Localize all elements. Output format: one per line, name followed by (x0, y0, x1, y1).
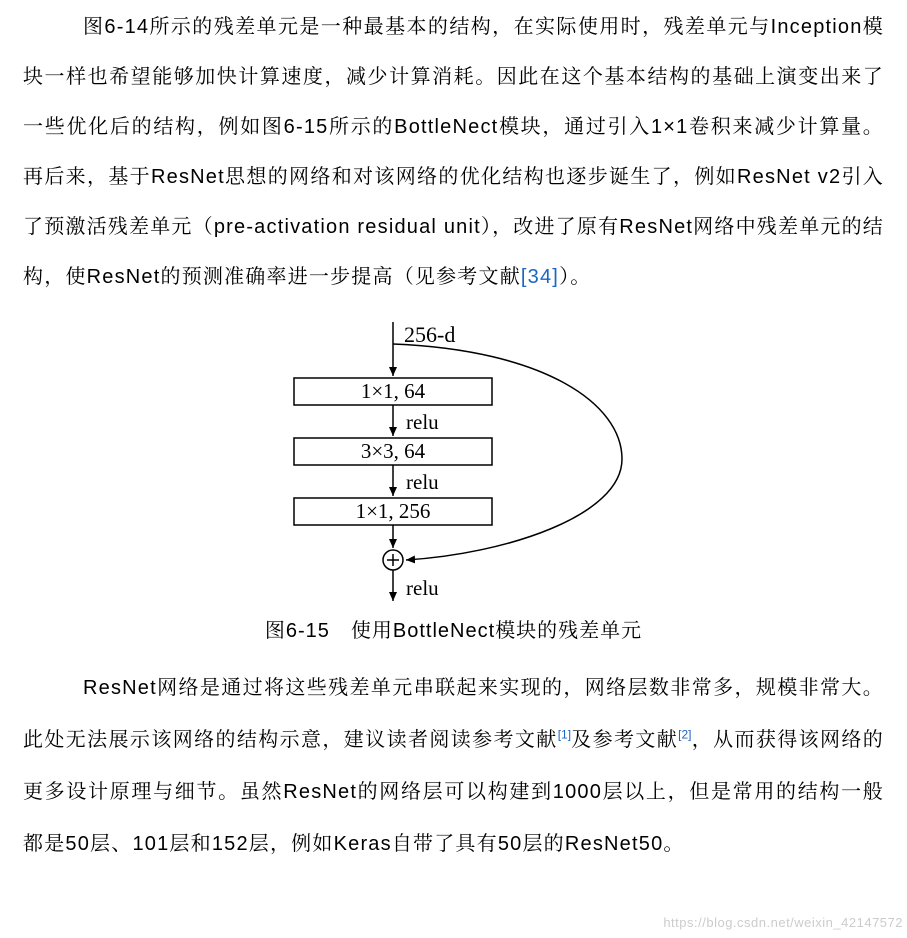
reference-link-2[interactable]: [2] (678, 727, 692, 742)
bottleneck-diagram-svg (23, 314, 884, 614)
paragraph-1-text: 图6-14所示的残差单元是一种最基本的结构，在实际使用时，残差单元与Inception模块一样也希望能够加快计算速度，减少计算消耗。因此在这个基本结构的基础上演变出来了一些优化后的结构，例如图6-15所示的BottleNect模块，通过引入1×1卷积来减少计算量。再后来，基于ResNet思想的网络和对该网络的优化结构也逐步诞生了，例如ResNet v2引入了预激活残差单元（pre-activation residual unit），改进了原有ResNet网络中残差单元的结构，使ResNet的预测准确率进一步提高（见参考文献 (23, 16, 884, 288)
paragraph-1-tail: ）。 (559, 266, 592, 288)
bottleneck-diagram (23, 314, 884, 614)
relu-label-3: relu (406, 576, 439, 600)
paragraph-2-text-3: ，从而获得该网络的更多设计原理与细节。虽然ResNet的网络层可以构建到1000层以上，但是常用的结构一般都是50层、101层和152层，例如Keras自带了具有50层的ResNet50。 (23, 729, 884, 855)
conv-box-2-label: 3×3, 64 (360, 439, 426, 463)
paragraph-2 (23, 662, 884, 870)
relu-label-1: relu (406, 410, 439, 434)
figure-caption: 图6-15 使用BottleNect模块的残差单元 (264, 620, 643, 642)
relu-label-2: relu (406, 470, 439, 494)
paragraph-2-text-2: 及参考文献 (571, 729, 679, 751)
csdn-watermark: https://blog.csdn.net/weixin_42147572 (663, 915, 903, 930)
conv-box-1-label: 1×1, 64 (360, 379, 426, 403)
reference-link-1[interactable]: [1] (557, 727, 572, 742)
conv-box-3-label: 1×1, 256 (355, 499, 431, 523)
paragraph-1 (23, 2, 884, 302)
input-dim-label: 256-d (404, 322, 456, 347)
paragraph-2-text-1: ResNet网络是通过将这些残差单元串联起来实现的，网络层数非常多，规模非常大。此处无法展示该网络的结构示意，建议读者阅读参考文献 (23, 677, 884, 751)
reference-link-34[interactable]: [34] (520, 266, 560, 288)
